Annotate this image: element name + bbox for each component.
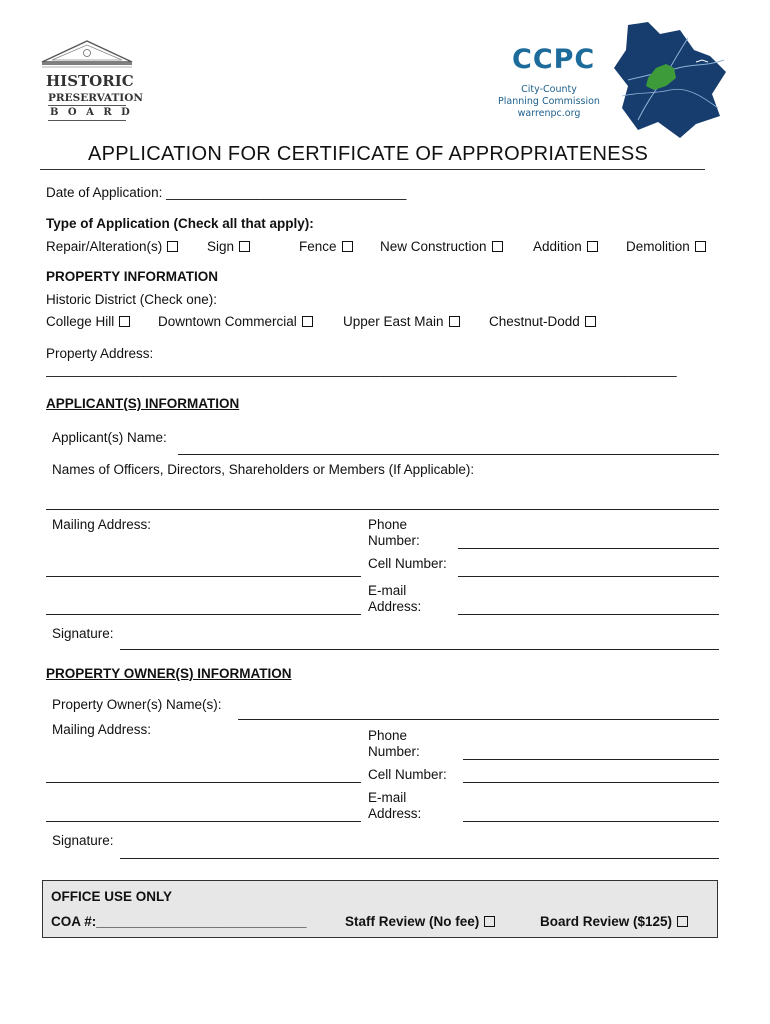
owner-phone-label: Phone Number: xyxy=(368,728,420,759)
owner-name-field[interactable] xyxy=(238,719,719,720)
owner-mailing-label: Mailing Address: xyxy=(52,722,152,737)
applicant-signature-label: Signature: xyxy=(52,626,114,641)
historic-district-label: Historic District (Check one): xyxy=(46,292,218,307)
applicant-email-field[interactable] xyxy=(458,614,719,615)
owner-name-label: Property Owner(s) Name(s): xyxy=(52,697,222,712)
district-chestnut-dodd[interactable]: Chestnut-Dodd xyxy=(489,314,596,329)
title-divider xyxy=(40,169,705,170)
hpb-logo-line1: HISTORIC xyxy=(46,72,134,90)
office-use-box xyxy=(42,880,718,938)
checkbox-icon[interactable] xyxy=(492,241,503,252)
board-review-option[interactable]: Board Review ($125) xyxy=(540,914,688,929)
hpb-logo-line3: B O A R D xyxy=(50,107,133,118)
property-address-field[interactable]: ____________________________________________________________________________________ xyxy=(46,362,677,377)
option-fence[interactable]: Fence xyxy=(299,239,353,254)
type-of-application-heading: Type of Application (Check all that apply): xyxy=(46,216,314,231)
owner-email-label: E-mail Address: xyxy=(368,790,422,821)
checkbox-icon[interactable] xyxy=(585,316,596,327)
office-use-heading: OFFICE USE ONLY xyxy=(51,889,173,904)
owner-information-heading: PROPERTY OWNER(S) INFORMATION xyxy=(46,666,292,681)
county-map-icon xyxy=(608,20,730,140)
applicant-mailing-label: Mailing Address: xyxy=(52,517,152,532)
checkbox-icon[interactable] xyxy=(342,241,353,252)
applicant-cell-field[interactable] xyxy=(458,576,719,577)
owner-mailing-field[interactable] xyxy=(46,782,361,783)
ccpc-logo-line3: warrenpc.org xyxy=(517,108,581,119)
document-title: APPLICATION FOR CERTIFICATE OF APPROPRIATENESS xyxy=(88,143,649,165)
hpb-logo-line2: PRESERVATION xyxy=(48,92,143,104)
checkbox-icon[interactable] xyxy=(167,241,178,252)
ccpc-logo-line1: City-County xyxy=(521,84,577,95)
applicant-mailing-field-2[interactable] xyxy=(46,614,361,615)
building-pediment-icon xyxy=(40,38,134,68)
checkbox-icon[interactable] xyxy=(119,316,130,327)
ccpc-logo xyxy=(490,20,730,140)
district-college-hill[interactable]: College Hill xyxy=(46,314,130,329)
checkbox-icon[interactable] xyxy=(239,241,250,252)
applicant-signature-field[interactable] xyxy=(120,649,719,650)
owner-email-field[interactable] xyxy=(463,821,719,822)
district-downtown-commercial[interactable]: Downtown Commercial xyxy=(158,314,313,329)
option-repair-alteration[interactable]: Repair/Alteration(s) xyxy=(46,239,178,254)
checkbox-icon[interactable] xyxy=(449,316,460,327)
checkbox-icon[interactable] xyxy=(302,316,313,327)
checkbox-icon[interactable] xyxy=(677,916,688,927)
option-new-construction[interactable]: New Construction xyxy=(380,239,503,254)
applicant-mailing-field[interactable] xyxy=(46,576,361,577)
applicant-phone-field[interactable] xyxy=(458,548,719,549)
applicant-email-label: E-mail Address: xyxy=(368,583,422,614)
applicant-information-heading: APPLICANT(S) INFORMATION xyxy=(46,396,240,411)
applicant-name-label: Applicant(s) Name: xyxy=(52,430,167,445)
ccpc-logo-line2: Planning Commission xyxy=(498,96,600,107)
property-information-heading: PROPERTY INFORMATION xyxy=(46,269,219,284)
ccpc-logo-title: CCPC xyxy=(512,44,596,75)
property-address-label: Property Address: xyxy=(46,346,154,361)
coa-number-field[interactable]: COA #:____________________________ xyxy=(51,914,307,929)
owner-signature-label: Signature: xyxy=(52,833,114,848)
applicant-phone-label: Phone Number: xyxy=(368,517,420,548)
officers-label: Names of Officers, Directors, Shareholders or Members (If Applicable): xyxy=(52,462,475,477)
checkbox-icon[interactable] xyxy=(695,241,706,252)
officers-field[interactable] xyxy=(46,509,719,510)
historic-preservation-board-logo xyxy=(40,38,143,122)
staff-review-option[interactable]: Staff Review (No fee) xyxy=(345,914,495,929)
applicant-cell-label: Cell Number: xyxy=(368,556,447,571)
owner-phone-field[interactable] xyxy=(463,759,719,760)
option-addition[interactable]: Addition xyxy=(533,239,598,254)
checkbox-icon[interactable] xyxy=(484,916,495,927)
owner-mailing-field-2[interactable] xyxy=(46,821,361,822)
district-upper-east-main[interactable]: Upper East Main xyxy=(343,314,460,329)
option-sign[interactable]: Sign xyxy=(207,239,250,254)
owner-cell-label: Cell Number: xyxy=(368,767,447,782)
owner-signature-field[interactable] xyxy=(120,858,719,859)
option-demolition[interactable]: Demolition xyxy=(626,239,706,254)
owner-cell-field[interactable] xyxy=(463,782,719,783)
applicant-name-field[interactable] xyxy=(178,454,719,455)
checkbox-icon[interactable] xyxy=(587,241,598,252)
date-of-application-field[interactable]: Date of Application: ________________________________ xyxy=(46,185,407,200)
